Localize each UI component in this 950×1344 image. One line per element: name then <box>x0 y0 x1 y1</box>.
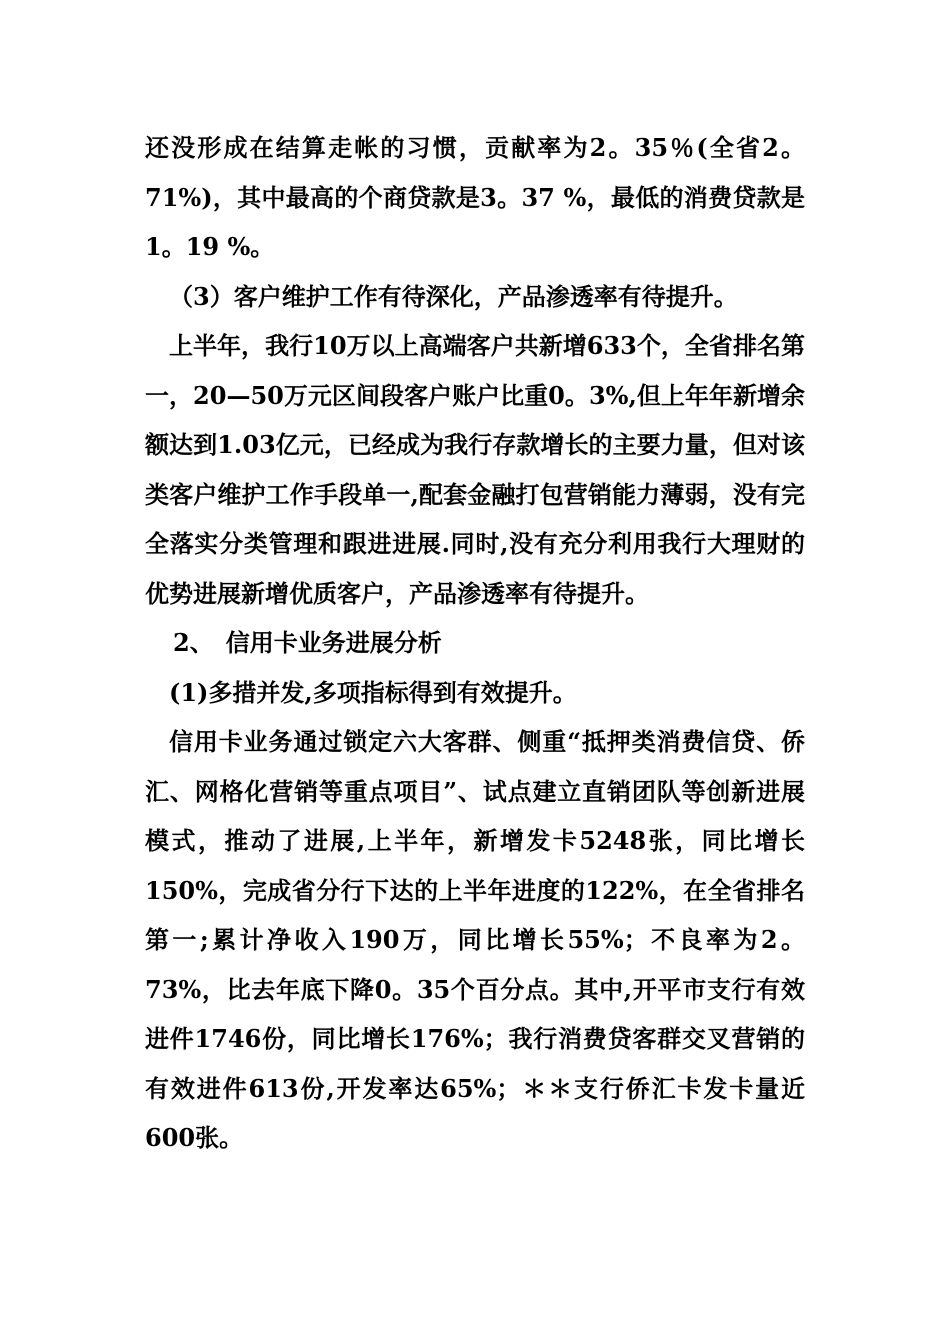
paragraph-high-end-customers: 上半年，我行10万以上高端客户共新增633个，全省排名第一，20—50万元区间段客户账户比重0。3%,但上年年新增余额达到1.03亿元，已经成为我行存款增长的主要力量，但对该类客户维护工作手段单一,配套金融打包营销能力薄弱，没有完全落实分类管理和跟进进展.同时,没有充分利用我行大理财的优势进展新增优质客户，产品渗透率有待提升。 <box>145 331 805 608</box>
subheading-customer-maintenance: （3）客户维护工作有待深化，产品渗透率有待提升。 <box>169 281 738 311</box>
document-body <box>145 123 805 1163</box>
heading-credit-card-analysis: 2、 信用卡业务进展分析 <box>173 628 442 657</box>
paragraph-credit-card-results: 信用卡业务通过锁定六大客群、侧重“抵押类消费信贷、侨汇、网格化营销等重点项目”、试点建立直销团队等创新进展模式，推动了进展,上半年，新增发卡5248张，同比增长150%，完成省分行下达的上半年进度的122%，在全省排名第一;累计净收入190万，同比增长55%；不良率为2。73%，比去年底下降0。35个百分点。其中,开平市支行有效进件1746份，同比增长176%；我行消费贷客群交叉营销的有效进件613份,开发率达65%；＊＊支行侨汇卡发卡量近600张。 <box>145 727 805 1152</box>
subheading-multiple-measures: (1)多措并发,多项指标得到有效提升。 <box>169 677 577 707</box>
paragraph-contribution-rate: 还没形成在结算走帐的习惯，贡献率为2。35％(全省2。71%)，其中最高的个商贷款是3。37 %，最低的消费贷款是1。19 %。 <box>145 133 805 261</box>
